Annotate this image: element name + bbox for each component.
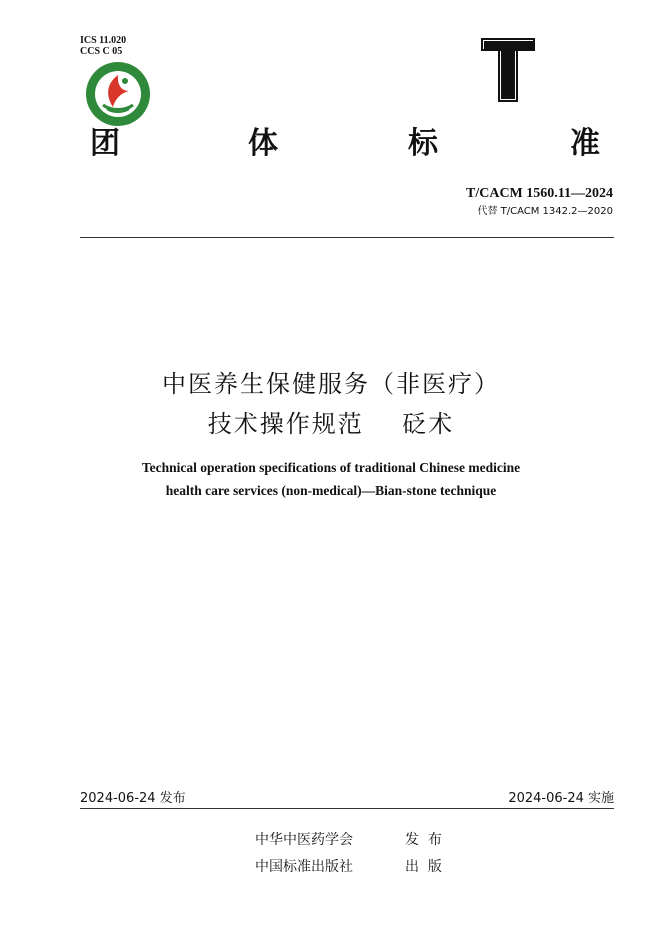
ccs-code: CCS C 05 bbox=[80, 46, 123, 57]
standard-number: T/CACM 1560.11—2024 bbox=[466, 186, 613, 201]
title-en-line2: health care services (non-medical)—Bian-stone technique bbox=[165, 483, 497, 498]
bottom-divider bbox=[80, 808, 614, 809]
title-cn-line2: 技术操作规范 砭术 bbox=[207, 410, 455, 438]
publisher-row bbox=[255, 856, 442, 876]
band-char-4: 准 bbox=[570, 126, 600, 161]
publisher-name: 中国标准出版社 bbox=[255, 859, 353, 875]
publisher-row bbox=[255, 829, 442, 849]
title-en-line1: Technical operation specifications of traditional Chinese medicine bbox=[141, 460, 521, 475]
implementation-date: 2024-06-24 实施 bbox=[508, 791, 614, 806]
title-cn-line1: 中医养生保健服务（非医疗） bbox=[162, 370, 500, 398]
standard-category-band bbox=[80, 118, 612, 162]
replaces-standard: 代替 T/CACM 1342.2—2020 bbox=[477, 206, 613, 217]
top-divider bbox=[80, 237, 614, 238]
ics-code: ICS 11.020 bbox=[80, 35, 127, 46]
publisher-name: 中华中医药学会 bbox=[255, 832, 353, 848]
band-char-3: 标 bbox=[408, 126, 438, 161]
publisher-role: 发 布 bbox=[405, 832, 442, 848]
publisher-role: 出 版 bbox=[405, 859, 442, 875]
issue-date: 2024-06-24 发布 bbox=[80, 791, 186, 806]
band-char-2: 体 bbox=[248, 126, 278, 161]
type-letter: T bbox=[506, 77, 508, 78]
band-char-1: 团 bbox=[90, 126, 120, 161]
standard-type-mark bbox=[478, 37, 536, 103]
classification-codes bbox=[80, 35, 126, 57]
